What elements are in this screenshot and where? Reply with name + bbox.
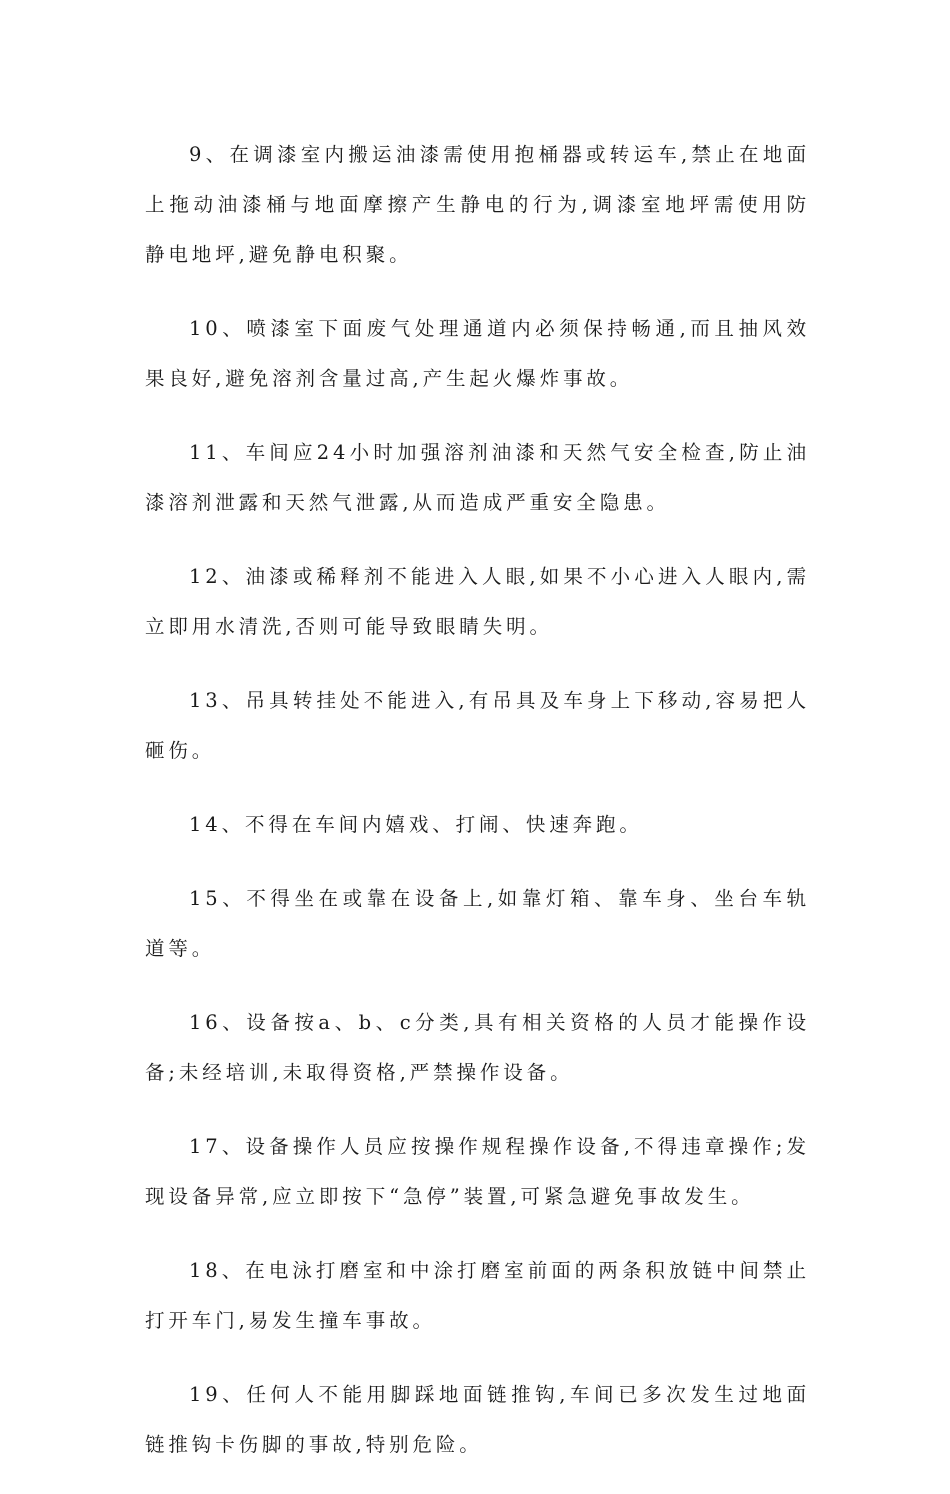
paragraph-item-13: 13、吊具转挂处不能进入,有吊具及车身上下移动,容易把人砸伤。 — [145, 689, 810, 762]
document-page — [145, 130, 810, 1494]
paragraph-item-16: 16、设备按a、b、c分类,具有相关资格的人员才能操作设备;未经培训,未取得资格,严禁操作设备。 — [145, 1011, 810, 1084]
paragraph-item-12: 12、油漆或稀释剂不能进入人眼,如果不小心进入人眼内,需立即用水清洗,否则可能导致眼睛失明。 — [145, 565, 810, 638]
paragraph-item-11: 11、车间应24小时加强溶剂油漆和天然气安全检查,防止油漆溶剂泄露和天然气泄露,从而造成严重安全隐患。 — [145, 441, 810, 514]
paragraph-item-19: 19、任何人不能用脚踩地面链推钩,车间已多次发生过地面链推钩卡伤脚的事故,特别危险。 — [145, 1383, 810, 1456]
paragraph-item-18: 18、在电泳打磨室和中涂打磨室前面的两条积放链中间禁止打开车门,易发生撞车事故。 — [145, 1259, 810, 1332]
paragraph-item-10: 10、喷漆室下面废气处理通道内必须保持畅通,而且抽风效果良好,避免溶剂含量过高,产生起火爆炸事故。 — [145, 317, 810, 390]
paragraph-item-9: 9、在调漆室内搬运油漆需使用抱桶器或转运车,禁止在地面上拖动油漆桶与地面摩擦产生静电的行为,调漆室地坪需使用防静电地坪,避免静电积聚。 — [145, 143, 810, 266]
paragraph-item-17: 17、设备操作人员应按操作规程操作设备,不得违章操作;发现设备异常,应立即按下“急停”装置,可紧急避免事故发生。 — [145, 1135, 810, 1208]
paragraph-item-14: 14、不得在车间内嬉戏、打闹、快速奔跑。 — [189, 813, 643, 836]
paragraph-item-15: 15、不得坐在或靠在设备上,如靠灯箱、靠车身、坐台车轨道等。 — [145, 887, 810, 960]
